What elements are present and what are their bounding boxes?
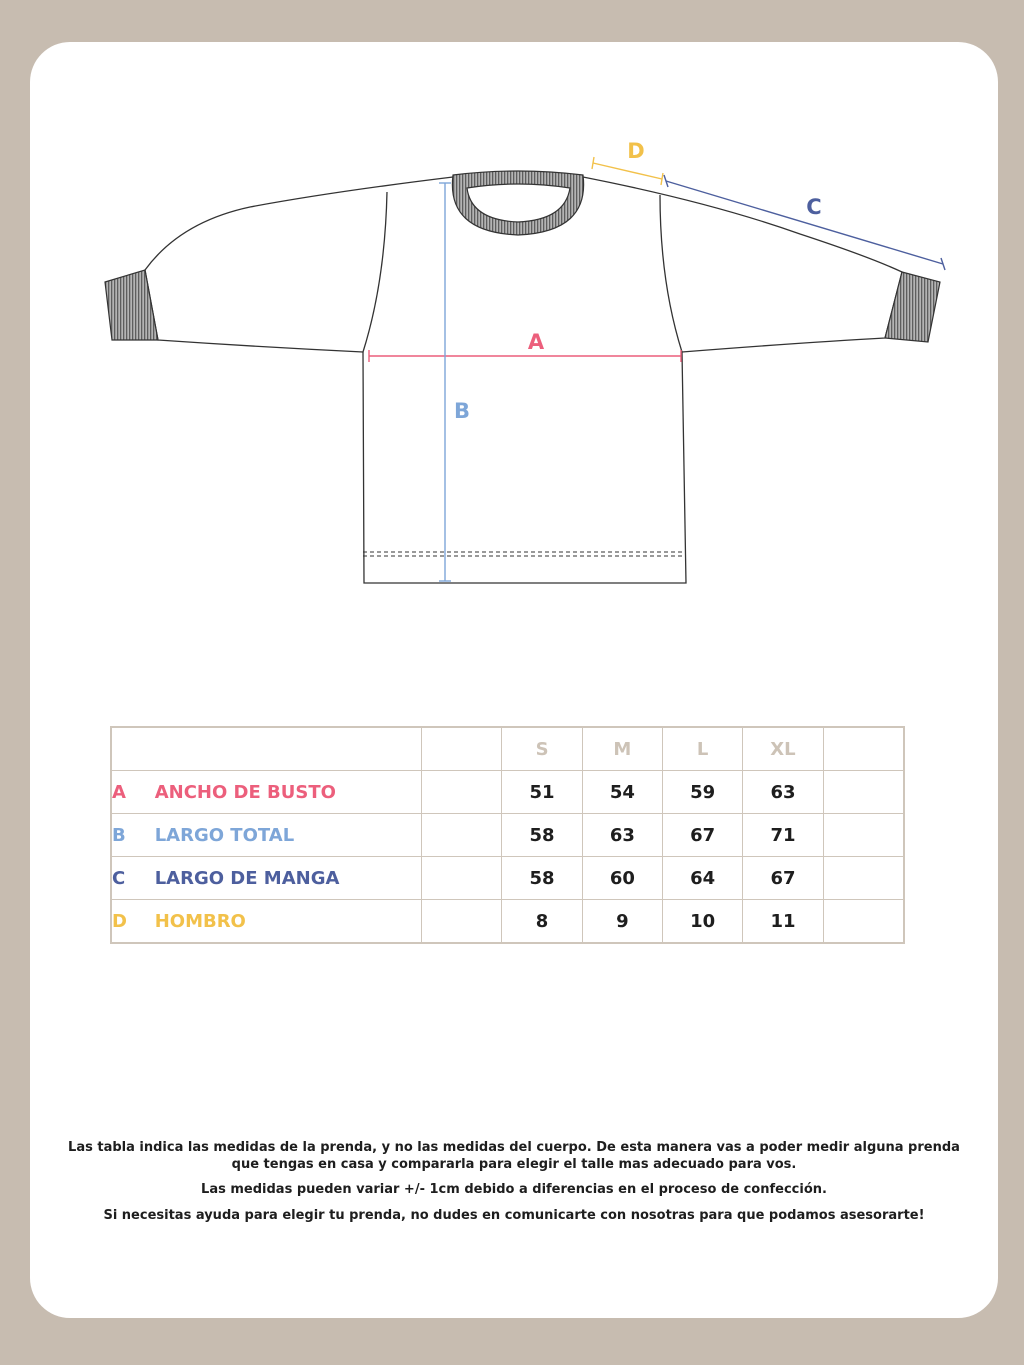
value-cell: 63 bbox=[743, 771, 823, 814]
value-cell: 63 bbox=[582, 814, 662, 857]
right-cuff bbox=[885, 272, 940, 342]
value-cell: 54 bbox=[582, 771, 662, 814]
header-empty-cell bbox=[111, 727, 422, 771]
size-header-xl: XL bbox=[743, 727, 823, 771]
value-cell: 10 bbox=[663, 900, 743, 944]
value-cell: 67 bbox=[663, 814, 743, 857]
value-cell: 58 bbox=[502, 814, 582, 857]
measure-a-label: A bbox=[527, 330, 545, 354]
value-cell: 58 bbox=[502, 857, 582, 900]
size-header-s: S bbox=[502, 727, 582, 771]
row-trailing bbox=[823, 857, 904, 900]
value-cell: 11 bbox=[743, 900, 823, 944]
value-cell: 60 bbox=[582, 857, 662, 900]
size-header-m: M bbox=[582, 727, 662, 771]
row-label: HOMBRO bbox=[155, 900, 422, 944]
value-cell: 67 bbox=[743, 857, 823, 900]
row-letter: B bbox=[111, 814, 155, 857]
measure-c-line bbox=[664, 175, 945, 270]
sweater-outline bbox=[145, 177, 902, 583]
row-trailing bbox=[823, 771, 904, 814]
row-label: LARGO TOTAL bbox=[155, 814, 422, 857]
note-help: Si necesitas ayuda para elegir tu prenda, no dudes en comunicarte con nosotras para que podamos asesorarte! bbox=[103, 1208, 925, 1223]
table-row bbox=[111, 771, 904, 814]
value-cell: 9 bbox=[582, 900, 662, 944]
value-cell: 51 bbox=[502, 771, 582, 814]
sweater-body bbox=[363, 352, 686, 583]
note-garment-measures: Las tabla indica las medidas de la prenda, y no las medidas del cuerpo. De esta manera vas a poder medir alguna prenda que tengas en casa y compararla para elegir el talle mas adecuado para vos. bbox=[68, 1140, 960, 1172]
notes bbox=[30, 1139, 998, 1233]
collar-rib bbox=[452, 171, 583, 235]
header-spacer-cell bbox=[422, 727, 502, 771]
header-trailing-cell bbox=[823, 727, 904, 771]
row-trailing bbox=[823, 900, 904, 944]
measure-b-label: B bbox=[453, 399, 471, 423]
table-row bbox=[111, 900, 904, 944]
table-row bbox=[111, 857, 904, 900]
size-guide-card bbox=[30, 42, 998, 1318]
size-header-l: L bbox=[663, 727, 743, 771]
value-cell: 64 bbox=[663, 857, 743, 900]
row-trailing bbox=[823, 814, 904, 857]
value-cell: 71 bbox=[743, 814, 823, 857]
left-cuff bbox=[105, 270, 158, 340]
measure-a-line bbox=[369, 350, 681, 362]
hem-stitch bbox=[363, 552, 685, 556]
row-label: ANCHO DE BUSTO bbox=[155, 771, 422, 814]
row-label: LARGO DE MANGA bbox=[155, 857, 422, 900]
sweater-diagram bbox=[30, 42, 998, 662]
table-row bbox=[111, 814, 904, 857]
row-letter: D bbox=[111, 900, 155, 944]
row-spacer bbox=[422, 900, 502, 944]
size-table bbox=[110, 726, 905, 944]
measure-c-label: C bbox=[806, 195, 822, 219]
value-cell: 59 bbox=[663, 771, 743, 814]
row-spacer bbox=[422, 814, 502, 857]
row-spacer bbox=[422, 857, 502, 900]
measure-d-label: D bbox=[627, 139, 645, 163]
value-cell: 8 bbox=[502, 900, 582, 944]
size-header-row bbox=[111, 727, 904, 771]
measure-b-line bbox=[439, 183, 451, 581]
row-spacer bbox=[422, 771, 502, 814]
note-variation: Las medidas pueden variar +/- 1cm debido a diferencias en el proceso de confección. bbox=[201, 1182, 827, 1197]
left-sleeve bbox=[145, 177, 453, 352]
row-letter: C bbox=[111, 857, 155, 900]
row-letter: A bbox=[111, 771, 155, 814]
